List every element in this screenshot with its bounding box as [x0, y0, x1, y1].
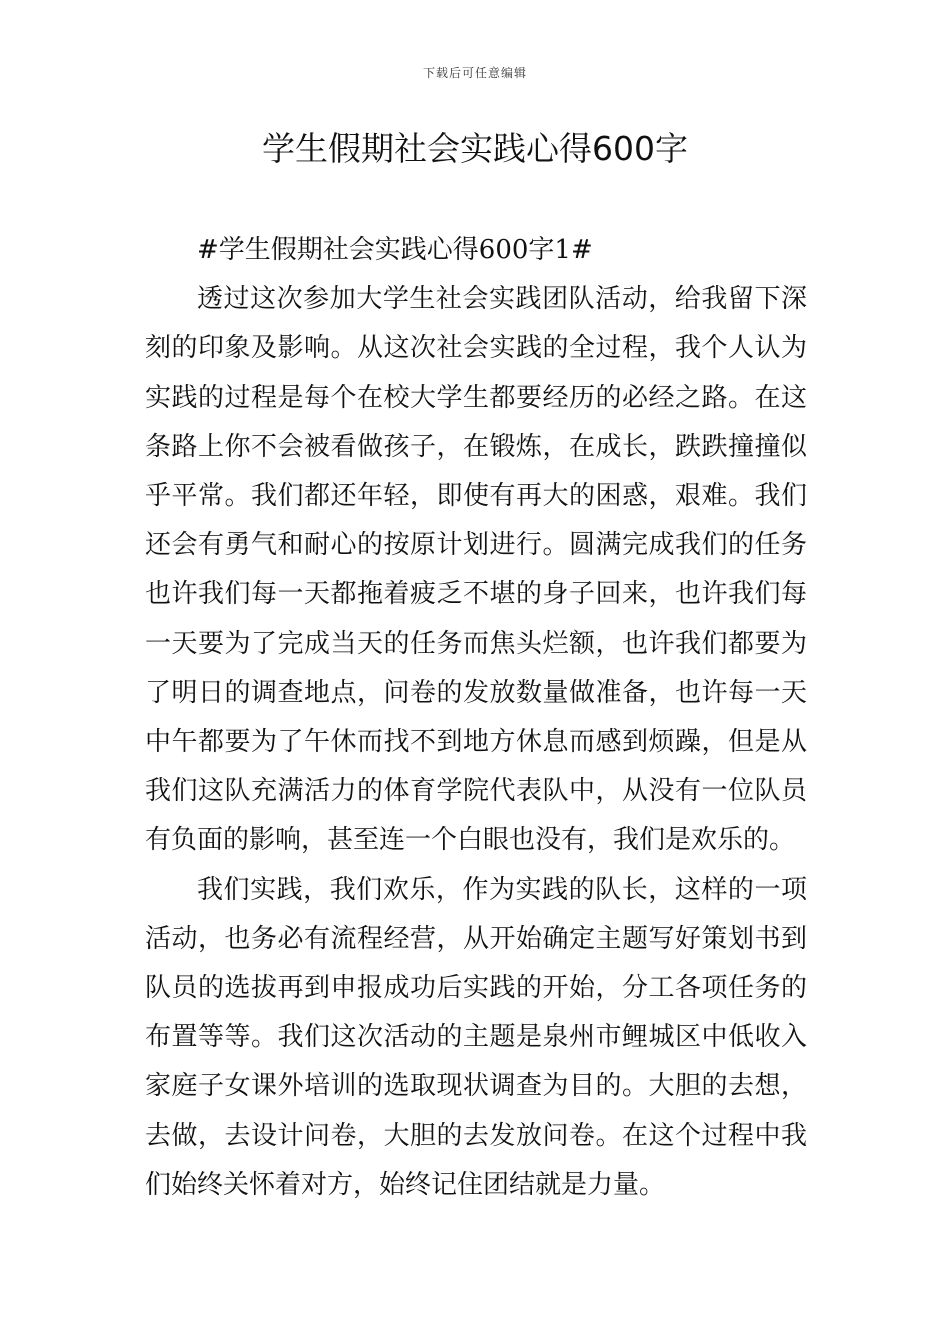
header-note: 下载后可任意编辑 — [422, 66, 527, 80]
document-title: 学生假期社会实践心得600字 — [262, 129, 688, 168]
paragraph-2: 我们实践，我们欢乐，作为实践的队长，这样的一项活动，也务必有流程经营，从开始确定主题写好策划书到队员的选拔再到申报成功后实践的开始，分工各项任务的布置等等。我们这次活动的主题是泉州市鲤城区中低收入家庭子女课外培训的选取现状调查为目的。大胆的去想，去做，去设计问卷，大胆的去发放问卷。在这个过程中我们始终关怀着对方，始终记住团结就是力量。 — [145, 874, 807, 1200]
document-body — [145, 226, 807, 1210]
paragraph-1: 透过这次参加大学生社会实践团队活动，给我留下深刻的印象及影响。从这次社会实践的全过程，我个人认为实践的过程是每个在校大学生都要经历的必经之路。在这条路上你不会被看做孩子，在锻炼，在成长，跌跌撞撞似乎平常。我们都还年轻，即使有再大的困惑，艰难。我们还会有勇气和耐心的按原计划进行。圆满完成我们的任务也许我们每一天都拖着疲乏不堪的身子回来，也许我们每一天要为了完成当天的任务而焦头烂额，也许我们都要为了明日的调查地点，问卷的发放数量做准备，也许每一天中午都要为了午休而找不到地方休息而感到烦躁，但是从我们这队充满活力的体育学院代表队中，从没有一位队员有负面的影响，甚至连一个白眼也没有，我们是欢乐的。 — [145, 284, 807, 856]
section-heading: #学生假期社会实践心得600字1# — [197, 235, 593, 265]
